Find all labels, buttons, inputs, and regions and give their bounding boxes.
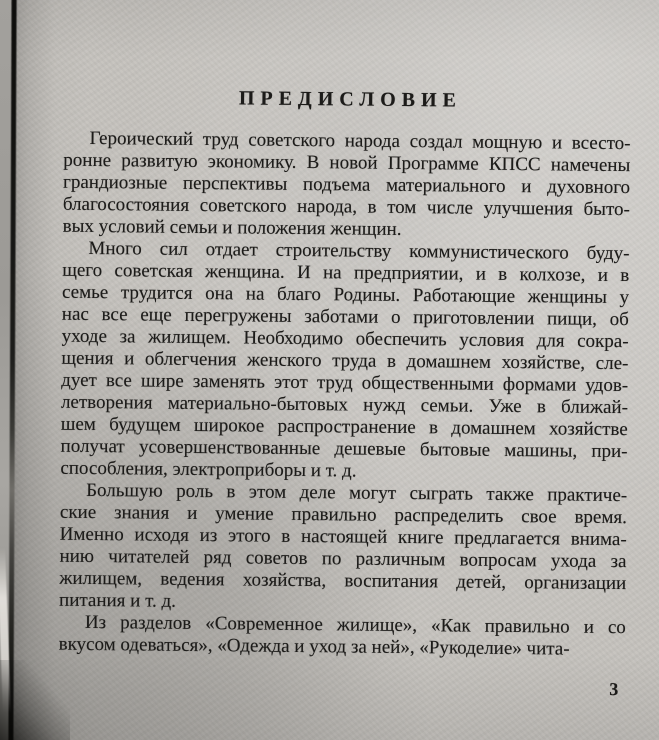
text-line: щения и облегчения женского труда в домашнем хозяйстве, сле-: [61, 347, 629, 375]
text-line: способления, электроприборы и т. д.: [60, 457, 357, 482]
text-line: дует все шире заменять этот труд общественными формами удов-: [61, 369, 629, 397]
paragraph: [60, 238, 629, 485]
text-line: Большую роль в этом деле могут сыграть также практиче-: [86, 479, 628, 507]
text-line: Из разделов «Современное жилище», «Как правильно и со: [84, 611, 626, 639]
text-line: ронне развитую экономику. В новой Программе КПСС намечены: [63, 149, 631, 177]
text-line: благосостояния советского народа, в том числе улучшения быто-: [62, 193, 630, 221]
text-line: Много сил отдает строительству коммунистического буду-: [88, 237, 630, 265]
text-line: нию читателей ряд советов по различным вопросам ухода за: [59, 545, 627, 573]
text-line: Героический труд советского народа создал мощную и всесто-: [89, 127, 631, 155]
text-line: вкусом одеваться», «Одежда и уход за ней», «Рукоделие» чита-: [58, 633, 570, 660]
page-content: [58, 0, 632, 700]
text-line: ские знания и умение правильно распределить свое время.: [59, 501, 628, 529]
text-line: грандиозные перспективы подъема материального и духовного: [63, 171, 631, 199]
paragraph: [59, 480, 627, 617]
text-line: Именно исходя из этого в настоящей книге предлагается внима-: [59, 523, 627, 551]
body-text: [59, 128, 631, 661]
page-number: 3: [609, 678, 619, 700]
text-line: нас все еще перегружены заботами о приготовлении пищи, об: [61, 303, 629, 331]
text-line: получат усовершенствованные дешевые бытовые машины, при-: [60, 435, 628, 463]
text-line: шем будущем широкое распространение в домашнем хозяйстве: [60, 413, 628, 441]
text-line: вых условий семьи и положения женщин.: [62, 215, 402, 240]
text-line: семье трудится она на благо Родины. Работающие женщины у: [61, 281, 630, 309]
text-line: жилищем, ведения хозяйства, воспитания детей, организации: [59, 567, 627, 595]
text-line: уходе за жилищем. Необходимо обеспечить условия для сокра-: [61, 325, 629, 353]
text-line: щего советская женщина. И на предприятии, и в колхозе, и в: [62, 259, 630, 287]
paragraph: [59, 612, 626, 661]
paragraph: [63, 128, 631, 243]
text-line: летворения материально-бытовых нужд семьи. Уже в ближай-: [60, 391, 629, 419]
page-title: ПРЕДИСЛОВИЕ: [238, 87, 463, 112]
text-line: питания и т. д.: [59, 589, 177, 612]
